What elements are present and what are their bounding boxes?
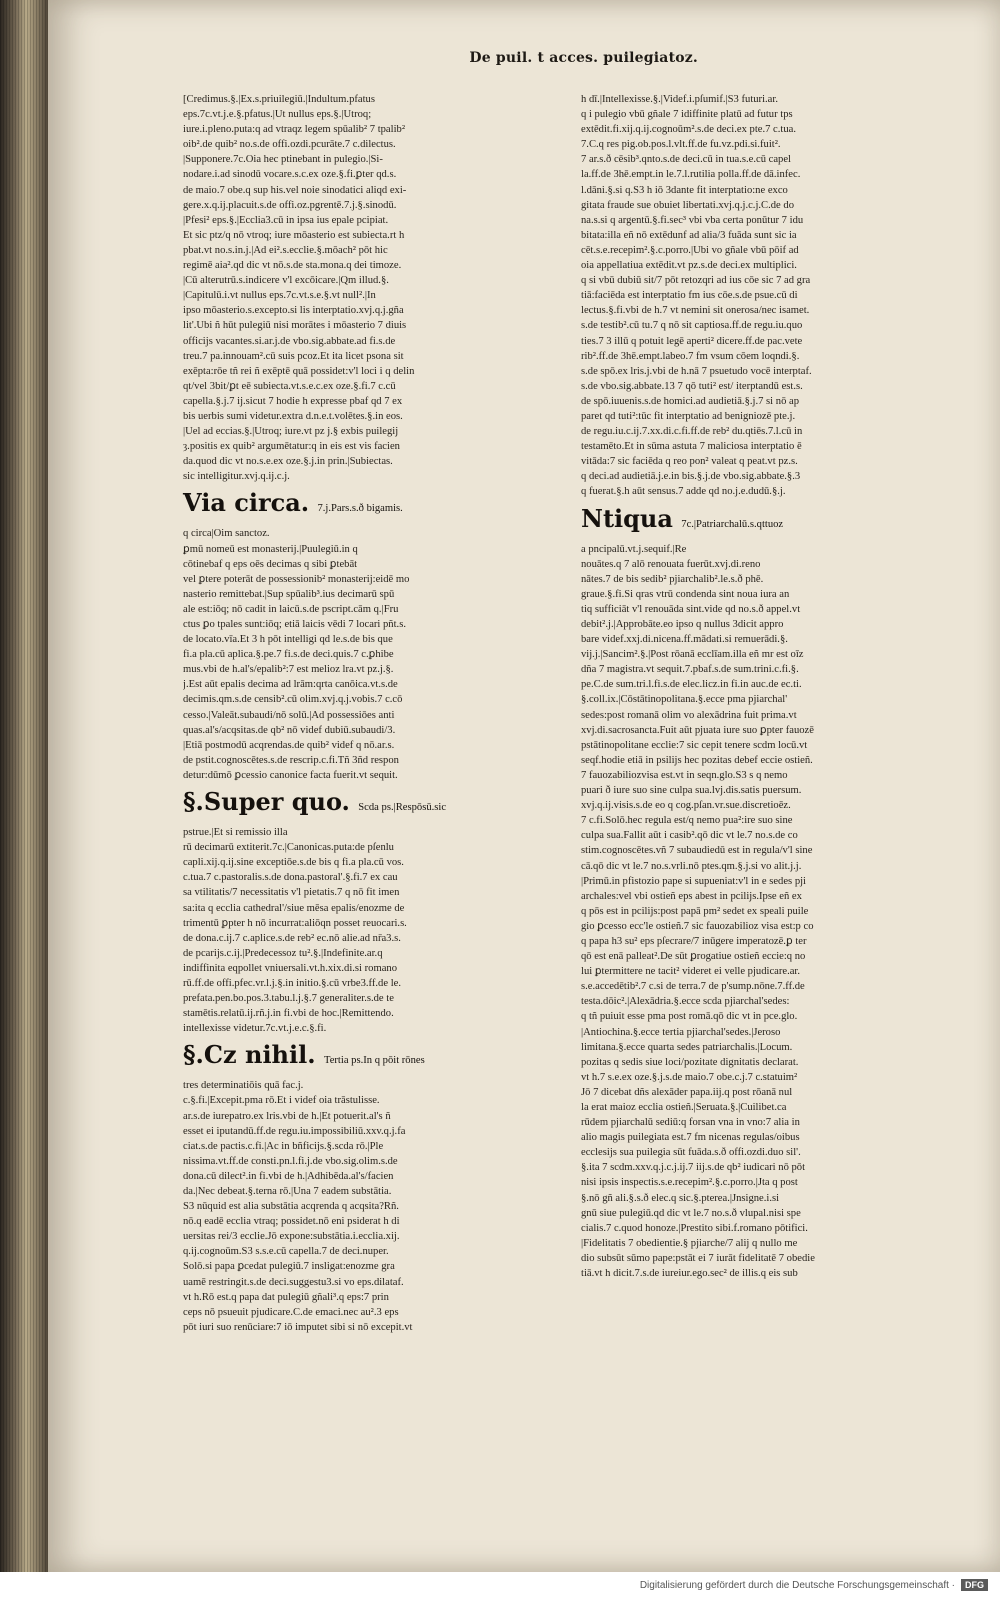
text-line: |Fidelitatis 7 obedientie.§ pjiarche/7 alij q nullo me	[581, 1237, 798, 1249]
text-line: ipso mōasterio.s.excepto.si lis interptatio.xvj.q.j.gña	[183, 305, 404, 317]
text-line: vel ꝑtere poterāt de possessionib² monasterij:eidē mo	[183, 573, 410, 585]
text-line: sa:ita q ecclia cathedral'/siue mēsa epalis/enozme de	[183, 902, 405, 914]
text-line: c.§.fi.|Excepit.pma rō.Et i videf oia trāstulisse.	[183, 1095, 380, 1107]
text-line: cesso.|Valeāt.subaudi/nō solū.|Ad possessiōes anti	[183, 709, 395, 721]
text-line: gio ꝑcesso ecc'le ostieñ.7 sic fauozabilioz visa est:p co	[581, 920, 814, 932]
dfg-logo: DFG	[961, 1579, 988, 1591]
text-line: gere.x.q.ij.placuit.s.de offi.oz.pgrentē.7.j.§.sinodū.	[183, 199, 397, 211]
right-text-column	[581, 92, 911, 1281]
text-line: ecclesijs sua puilegia sūt fuāda.s.ð offi.ozdi.duo sil'.	[581, 1147, 801, 1159]
section-heading-cz-nihil	[183, 1040, 513, 1076]
text-line: |Primū.in pfistozio pape si supueniat:v'l in e sedes pji	[581, 875, 806, 887]
left-top-block	[183, 92, 513, 484]
text-line: debit².j.|Approbāte.eo ipso q nullus 3dicit appro	[581, 619, 784, 630]
text-line: tres determinatiōis quā fac.j.	[183, 1080, 304, 1092]
text-line: iure.i.pleno.puta:q ad vtraqz legem spūalib² 7 tpalib²	[183, 124, 405, 136]
text-line: treu.7 pa.innouam².cū suis pcoz.Et ita licet psona sit	[183, 350, 404, 362]
text-line: nissima.vt.ff.de consti.pn.l.fi.j.de vbo.sig.olim.s.de	[183, 1155, 398, 1167]
text-line: uersitas rei/3 ecclie.Jō expone:substātia.i.ecclia.xij.	[183, 1231, 400, 1243]
text-line: j.Est aūt epalis decima ad lrām:qrta canōica.vt.s.de	[183, 679, 398, 691]
text-line: stamētis.relatū.ij.rñ.j.in fi.vbi de hoc.|Remittendo.	[183, 1008, 394, 1020]
text-line: vitāda:7 sic faciēda q reo pon² valeat q peat.vt pz.s.	[581, 456, 798, 468]
text-line: cā.qō dic vt le.7 no.s.vrli.nō ptes.qm.§.j.si vo alit.j.j.	[581, 860, 802, 872]
text-line: l.dāni.§.si q.S3 h iō 3dante fit interptatio:ne exco	[581, 184, 788, 196]
text-line: tiā.vt h dicit.7.s.de iureiur.ego.sec² de illis.q eis sub	[581, 1268, 798, 1280]
text-line: extēdit.fi.xij.q.ij.cognoūm².s.de deci.ex pte.7 c.tua.	[581, 124, 796, 136]
text-line: sa vtilitatis/7 necessitatis v'l pietatis.7 q nō fit imen	[183, 887, 400, 899]
text-line: ceps nō psueuit pjudicare.C.de emaci.nec au².3 eps	[183, 1306, 399, 1318]
heading-tail: Tertia ps.In q pōit rōnes	[323, 1055, 425, 1067]
text-line: nisi ipsis inspectis.s.e.recepim².§.c.porro.|Jta q post	[581, 1177, 798, 1189]
text-line: c.tua.7 c.pastoralis.s.de dona.pastoral'.§.fi.7 ex cau	[183, 872, 398, 884]
text-line: exēpta:rōe tñ rei ñ exēptē quā possidet:v'l loci i q delin	[183, 365, 415, 377]
text-line: uamē restringit.s.de deci.suggestu3.si vo eps.dilataf.	[183, 1276, 404, 1288]
heading-tail: Scda ps.|Respōsū.sic	[358, 802, 447, 814]
text-line: q i pulegio vbū gñale 7 idiffinite platū ad futur tps	[581, 109, 793, 121]
text-line: §.nō gñ ali.§.s.ð elec.q sic.§.pterea.|Jnsigne.i.si	[581, 1192, 780, 1204]
text-line: de spō.iuuenis.s.de homici.ad audietiā.§.j.7 si nō ap	[581, 395, 800, 407]
text-line: trimentū ꝑpter h nō incurrat:aliōqn posset reuocari.s.	[183, 917, 407, 929]
text-line: §.ita 7 scdm.xxv.q.j.c.j.ij.7 iij.s.de qb² iudicari nō pōt	[581, 1162, 806, 1174]
text-line: la.ff.de 3hē.empt.in le.7.l.rutilia polla.ff.de dā.infec.	[581, 169, 801, 181]
heading-tail: 7.j.Pars.s.ð bigamis.	[317, 503, 403, 515]
text-line: s.de testib².cū tu.7 q nō sit captiosa.ff.de regu.iu.quo	[581, 320, 803, 332]
text-line: |Etiā postmodū acqrendas.de quib² videf q nō.ar.s.	[183, 739, 395, 751]
text-line: ctus ꝑo tpales sunt:iōq; etiā laicis vēdi 7 locari pñt.s.	[183, 619, 406, 630]
text-line: s.e.accedētib².7 c.si de terra.7 de p'sump.nōne.7.ff.de	[581, 981, 805, 993]
text-line: q papa h3 su² eps pſecrare/7 inūgere imperatozē.ꝑ ter	[581, 935, 807, 947]
text-line: lit'.Ubi ñ hūt pulegiū nisi morātes i mōasterio 7 diuis	[183, 320, 407, 332]
text-line: nodare.i.ad sinodū vocare.s.c.ex oze.§.fi.ꝑter qd.s.	[183, 169, 397, 181]
text-line: nātes.7 de bis sedib² pjiarchalib².le.s.ð phē.	[581, 573, 764, 585]
text-line: archales:vel vbi ostieñ eps abest in pcilijs.Ipse eñ ex	[581, 890, 802, 902]
text-line: stim.cognoscētes.vñ 7 subaudiedū est in regula/v'l sine	[581, 845, 813, 857]
text-line: eps.7c.vt.j.e.§.pfatus.|Ut nullus eps.§.|Utroq;	[183, 109, 372, 121]
text-line: a pncipalū.vt.j.sequif.|Re	[581, 543, 687, 555]
text-line: lectus.§.fi.vbi de h.7 vt nemini sit onerosa/nec isamet.	[581, 305, 810, 317]
text-line: q si vbū dubiū sit/7 pōt retozqri ad ius cōe sic 7 ad gra	[581, 275, 811, 287]
text-line: vt h.Rō est.q papa dat pulegiū gñali³.q eps:7 prin	[183, 1291, 389, 1303]
text-line: pōt iuri suo renūciare:7 iō imputet sibi si nō excepit.vt	[183, 1321, 413, 1333]
text-line: |Supponere.7c.Oia hec ptinebant in pulegio.|Si-	[183, 154, 383, 166]
text-line: lui ꝑtermittere ne tacit² videret ei velle pjudicare.ar.	[581, 966, 801, 978]
text-line: testa.dōic².|Alexādria.§.ecce scda pjiarchal'sedes:	[581, 996, 790, 1008]
text-line: rūdem pjiarchalū sediū:q forsan vna in vno:7 alia in	[581, 1117, 800, 1129]
section-heading-via-circa	[183, 488, 513, 524]
text-line: |Cū alterutrū.s.indicere v'l excōicare.|Qm illud.§.	[183, 275, 389, 287]
text-line: gitata fraude sue obuiet libertati.xvj.q.j.c.j.C.de do	[581, 199, 794, 211]
text-line: ale est:iōq; nō cadit in laicū.s.de pscript.cām q.|Fru	[183, 603, 399, 615]
text-line: nouātes.q 7 alō renouata fuerūt.xvj.di.reno	[581, 558, 761, 570]
text-line: detur:dūmō ꝑcessio canonice facta fuerit.vt sequit.	[183, 769, 398, 781]
text-line: nasterio remittebat.|Sup spūalib³.ius decimarū spū	[183, 588, 395, 600]
text-line: [Credimus.§.|Ex.s.priuilegiū.|Indultum.pfatus	[183, 94, 375, 105]
text-line: 7 fauozabiliozvisa est.vt in seqn.glo.S3 s q nemo	[581, 769, 788, 781]
text-line: prefata.pen.bo.pos.3.tabu.l.j.§.7 generaliter.s.de te	[183, 993, 394, 1005]
text-line: Jō 7 dicebat dñs alexāder papa.iij.q post rōanā nul	[581, 1086, 793, 1098]
text-line: de maio.7 obe.q sup his.vel noie sinodatici aliqd exi-	[183, 184, 407, 196]
text-line: esset ei iputandū.ff.de regu.iu.impossibiliū.xxv.q.j.fa	[183, 1125, 406, 1137]
text-line: bitata:illa eñ nō extēdunf ad alia/3 fuāda sunt sic ia	[581, 229, 797, 241]
text-line: 7.C.q res pig.ob.pos.l.vlt.ff.de fu.vz.pdi.si.fuit².	[581, 139, 781, 151]
left-mid-block-2	[183, 825, 513, 1036]
text-line: ꝑmū nomeū est monasterij.|Puulegiū.in q	[183, 543, 358, 555]
text-line: regimē aia².qd dic vt nō.s.de sta.mona.q dei timoze.	[183, 260, 402, 272]
scanned-page	[48, 0, 1000, 1572]
text-line: cialis.7 c.quod honoze.|Prestito sibi.f.romano pōtifici.	[581, 1222, 808, 1234]
text-line: h dī.|Intellexisse.§.|Videf.i.pſumif.|S3 futuri.ar.	[581, 94, 778, 105]
text-line: pozitas q sedis siue loci/pozitate dignitatis declarat.	[581, 1056, 799, 1068]
text-line: indiffinita eqpollet vniuersali.vt.h.xix.di.si romano	[183, 962, 398, 974]
text-line: rib².ff.de 3hē.empt.labeo.7 fm vsum cōem loqndi.§.	[581, 350, 800, 362]
text-line: na.s.si q argentū.§.fi.sec³ vbi vba certa ponūtur 7 idu	[581, 214, 804, 226]
text-line: q pōs est in pcilijs:post papā pm² sedet ex speali puile	[581, 905, 809, 917]
text-line: s.de vbo.sig.abbate.13 7 qō tuti² est/ iterptandū est.s.	[581, 380, 803, 392]
text-line: q deci.ad audietiā.j.e.in bis.§.j.de vbo.sig.abbate.§.3	[581, 471, 801, 483]
text-line: Solō.si papa ꝑcedat pulegiū.7 insligat:enozme gra	[183, 1261, 395, 1273]
text-line: de locato.vīa.Et 3 h pōt intelligi qd le.s.de bis que	[183, 634, 393, 646]
text-line: bare videf.xxj.di.nicena.ff.mādati.si remuerādi.§.	[581, 634, 788, 646]
text-line: pstrue.|Et si remissio illa	[183, 827, 288, 839]
digitization-footer	[0, 1572, 1000, 1598]
text-line: pbat.vt no.s.in.j.|Ad ei².s.ecclie.§.mōach² pōt hic	[183, 244, 388, 256]
text-line: de dona.c.ij.7 c.aplice.s.de reb² ec.nō alie.ad nr̄a3.s.	[183, 932, 401, 944]
text-line: cēt.s.e.recepim².§.c.porro.|Ubi vo gñale vbū pōif ad	[581, 244, 799, 256]
text-line: pstātinopolitane ecclie:7 sic cepit tenere scdm locū.vt	[581, 739, 808, 751]
text-line: q circa|Oim sanctoz.	[183, 528, 270, 540]
text-line: |Uel ad eccias.§.|Utroq; iure.vt pz j.§ exbis puilegij	[183, 426, 399, 438]
text-line: sic intelligitur.xvj.q.ij.c.j.	[183, 471, 290, 483]
text-line: capella.§.j.7 ij.sicut 7 hodie h expresse pbaf qd 7 ex	[183, 395, 403, 407]
footer-credit: Digitalisierung gefördert durch die Deutsche Forschungsgemeinschaft ·	[639, 1579, 955, 1591]
left-text-column	[183, 92, 513, 1335]
text-line: testamēto.Et in sūma astuta 7 maliciosa interptatio ē	[581, 441, 802, 453]
running-head: De puil. t acces. puilegiatoz.	[469, 50, 698, 66]
heading-title: Via circa.	[183, 488, 310, 518]
book-page-edge	[0, 0, 48, 1598]
text-line: bis uerbis sumi videtur.extra d.n.e.t.volētes.§.in eos.	[183, 410, 403, 422]
text-line: de pcarijs.c.ij.|Predecessoz tu².§.|Indefinite.ar.q	[183, 947, 383, 959]
text-line: qō est enā palleat².De sūt ꝑrogatiue ostieñ eccie:q no	[581, 951, 806, 963]
text-line: ciat.s.de pactis.c.fi.|Ac in bñficijs.§.scda rō.|Ple	[183, 1140, 384, 1152]
text-line: rū decimarū extiterit.7c.|Canonicas.puta:de pſenlu	[183, 842, 394, 854]
text-line: de regu.iu.c.ij.7.xx.di.c.fi.ff.de reb² du.qtiēs.7.l.cū in	[581, 426, 803, 438]
text-line: tiq sufficiāt v'l renouāda sint.vide qd no.s.ð appel.vt	[581, 603, 801, 615]
text-line: qt/vel 3bit/ꝑt eē subiecta.vt.s.e.c.ex oze.§.fi.7 c.cū	[183, 380, 396, 392]
text-line: S3 nūquid est alia substātia acqrenda q acqsita?Rñ.	[183, 1201, 399, 1213]
heading-title: §.Cz nihil.	[183, 1040, 316, 1070]
text-line: nō.q eadē ecclia vtraq; possidet.nō eni psiderat h di	[183, 1216, 400, 1228]
text-line: xvj.q.ij.visis.s.de eo q cog.pſan.vr.sue.discretioēz.	[581, 800, 791, 812]
text-line: dña 7 magistra.vt sequit.7.pbaf.s.de sum.trini.c.fi.§.	[581, 664, 799, 676]
text-line: |Capitulū.i.vt nullus eps.7c.vt.s.e.§.vt null².|In	[183, 290, 376, 302]
text-line: graue.§.fi.Si qras vtrū condenda sint noua iura an	[581, 588, 790, 600]
text-line: la erat maioz ecclia ostieñ.|Seruata.§.|Cuilibet.ca	[581, 1102, 787, 1113]
text-line: da.|Nec debeat.§.terna rō.|Una 7 eadem substātia.	[183, 1186, 392, 1197]
text-line: ȝ.positis ex quib² argumētatur:q in eis est vis facien	[183, 441, 400, 453]
text-line: seqf.hodie etiā in psilijs hec pozitas debef eccie ostieñ.	[581, 754, 813, 766]
text-line: 7 c.fi.Solō.hec regula est/q nemo pua²:ire suo sine	[581, 815, 793, 827]
text-line: pe.C.de sum.tri.l.fi.s.de elec.licz.in fi.in auc.de ec.ti.	[581, 679, 802, 691]
text-line: §.coll.ix.|Cōstātinopolitana.§.ecce pma pjiarchal'	[581, 694, 788, 706]
text-line: puari ð iure suo sine culpa sua.lvj.dis.satis puersum.	[581, 785, 802, 797]
text-line: capli.xij.q.ij.sine exceptiōe.s.de bis q fi.a pla.cū vos.	[183, 857, 404, 869]
text-line: xvj.di.sacrosancta.Fuit aūt pjuata iure suo ꝑpter fauozē	[581, 724, 814, 736]
right-top-block	[581, 92, 911, 500]
text-line: dio subsūt sūmo pape:pstāt ei 7 iurāt fidelitatē 7 obedie	[581, 1252, 815, 1264]
text-line: |Pfesi² eps.§.|Ecclia3.cū in ipsa ius epale pcipiat.	[183, 214, 389, 226]
text-line: oib².de quib² no.s.de offi.ozdi.pcurāte.7 c.dilectus.	[183, 139, 396, 151]
text-line: fi.a pla.cū aplica.§.pe.7 fi.s.de deci.quis.7 c.ꝑhibe	[183, 649, 394, 661]
text-line: gnū siue pulegiū.qd dic vt le.7 no.s.ð vlupal.nisi spe	[581, 1207, 801, 1219]
text-line: Et sic ptz/q nō vtroq; iure mōasterio est subiecta.rt h	[183, 229, 405, 241]
left-mid-block-1	[183, 526, 513, 783]
left-bottom-block	[183, 1078, 513, 1335]
text-line: decimis.qm.s.de censib².cū olim.xvj.q.j.vobis.7 c.cō	[183, 694, 403, 706]
text-line: vt h.7 s.e.ex oze.§.j.s.de maio.7 obe.c.j.7 c.statuim²	[581, 1071, 798, 1083]
text-line: cōtinebaf q eps oēs decimas q sibi ꝑtebāt	[183, 558, 358, 570]
heading-title: §.Super quo.	[183, 787, 350, 817]
text-line: vij.j.|Sancim².§.|Post rōanā ecclīam.illa eñ mr est oīz	[581, 649, 804, 661]
text-line: de pstit.cognoscētes.s.de rescrip.c.fi.Tñ 3ñd respon	[183, 754, 399, 766]
text-line: culpa sua.Fallit aūt i casib².qō dic vt le.7 no.s.de co	[581, 830, 798, 842]
text-line: alio magis puilegiata est.7 fm nicenas regulas/oibus	[581, 1132, 800, 1144]
text-line: ar.s.de iurepatro.ex lris.vbi de h.|Et potuerit.al's ñ	[183, 1110, 391, 1122]
text-line: mus.vbi de h.al's/epalib²:7 est melioz lra.vt pz.j.§.	[183, 664, 394, 676]
right-rest-block	[581, 542, 911, 1282]
text-line: officijs vacantes.si.ar.j.de vbo.sig.abbate.ad fi.s.de	[183, 335, 396, 347]
text-line: limitana.§.ecce quarta sedes patriarchalis.|Locum.	[581, 1041, 793, 1053]
text-line: paret qd tuti²:tūc fit interptatio ad benigniozē pte.j.	[581, 410, 796, 422]
text-line: q fuerat.§.h aūt sensus.7 adde qd no.j.e.dudū.§.j.	[581, 486, 786, 498]
text-line: |Antiochina.§.ecce tertia pjiarchal'sedes.|Jeroso	[581, 1026, 781, 1038]
text-line: da.quod dic vt no.s.e.ex oze.§.j.in prin.|Subiectas.	[183, 456, 393, 468]
heading-tail: 7c.|Patriarchalū.s.qttuoz	[681, 518, 784, 530]
text-line: tiā:faciēda est interptatio fm ius cōe.s.de psue.cū di	[581, 290, 798, 302]
text-line: sedes:post romanā olim vo alexādrina fuit prima.vt	[581, 709, 797, 721]
text-line: oia appellatiua extēdit.vt pz.s.de deci.ex multiplici.	[581, 260, 797, 272]
text-line: quas.al's/acqsitas.de qb² nō videf dubiū.subaudi/3.	[183, 724, 396, 736]
text-line: q tñ puiuit esse pma post romā.qō dic vt in pce.glo.	[581, 1011, 798, 1023]
text-line: dona.cū dilect².in fi.vbi de h.|Adhibēda.al's/facien	[183, 1170, 394, 1182]
heading-title: Ntiqua	[581, 503, 673, 533]
section-heading-antiqua	[581, 504, 911, 540]
text-line: ties.7 3 illū q potuit legē aperti² dicere.ff.de pac.vete	[581, 335, 803, 347]
text-line: 7 ar.s.ð cēsib³.qnto.s.de deci.cū in tua.s.e.cū capel	[581, 154, 791, 166]
section-heading-super-quo	[183, 787, 513, 823]
text-line: rū.ff.de offi.pfec.vr.l.j.§.in initio.§.cū vrbe3.ff.de le.	[183, 977, 401, 989]
text-line: s.de spō.ex lris.j.vbi de h.nā 7 psuetudo vocē interptaf.	[581, 365, 812, 377]
text-line: intellexisse videtur.7c.vt.j.e.c.§.fi.	[183, 1023, 327, 1035]
text-line: q.ij.cognoūm.S3 s.s.e.cū capella.7 de deci.nuper.	[183, 1246, 389, 1258]
